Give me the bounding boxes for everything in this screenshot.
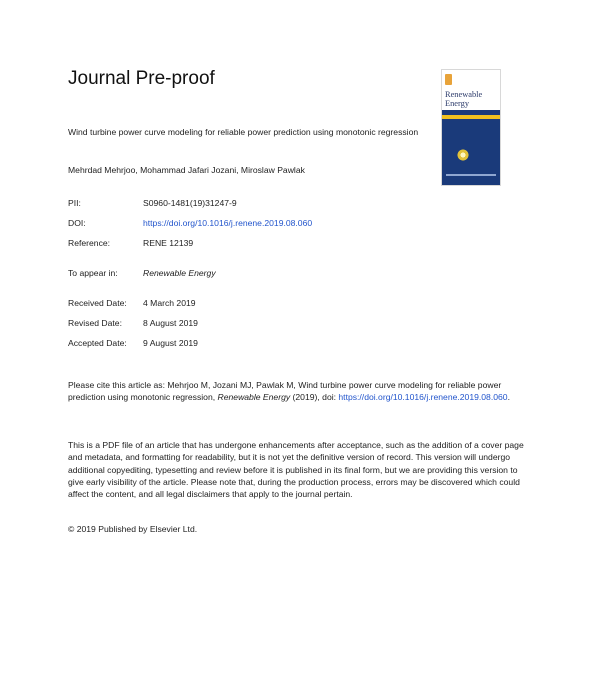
cover-emblem-icon (456, 148, 470, 162)
copyright-line: © 2019 Published by Elsevier Ltd. (68, 524, 198, 534)
citation-suffix: . (507, 392, 510, 403)
notice-paragraph: This is a PDF file of an article that has undergone enhancements after acceptance, such as the addition of a cover page and metadata, and formatting for readability, but it is not yet the definitive version of record. This version will undergo additional copyediting, typesetting and review before it is published in its final form, but we are providing this version to give early visibility of the article. Please note that, during the production process, errors may be discovered which could affect the content, and all legal disclaimers that apply to the journal pertain. (68, 440, 524, 500)
article-title: Wind turbine power curve modeling for reliable power prediction using monotonic regression (68, 127, 419, 137)
citation-prefix: Please cite this article as: Mehrjoo M, Jozani MJ, Pawlak M, Wind turbine power curve modeling for reliable power prediction using monotonic regression, (68, 380, 502, 403)
accepted-date-value: 9 August 2019 (143, 338, 198, 348)
cover-stripe (442, 115, 500, 119)
cover-footer-line (446, 174, 496, 176)
doi-link[interactable]: https://doi.org/10.1016/j.renene.2019.08.060 (143, 218, 313, 228)
citation-doi-link[interactable]: https://doi.org/10.1016/j.renene.2019.08.060 (338, 392, 508, 403)
appear-in-label: To appear in: (68, 268, 118, 278)
reference-label: Reference: (68, 238, 111, 248)
pii-label: PII: (68, 198, 81, 208)
page-heading: Journal Pre-proof (68, 68, 215, 89)
citation-middle: (2019), doi: (290, 392, 339, 403)
appear-in-value: Renewable Energy (143, 268, 216, 278)
citation-journal: Renewable Energy (217, 392, 291, 403)
received-date-value: 4 March 2019 (143, 298, 196, 308)
reference-value: RENE 12139 (143, 238, 194, 248)
doi-label: DOI: (68, 218, 86, 228)
revised-date-label: Revised Date: (68, 318, 122, 328)
elsevier-logo-icon (445, 74, 452, 85)
revised-date-value: 8 August 2019 (143, 318, 198, 328)
citation-paragraph (68, 379, 530, 404)
received-date-label: Received Date: (68, 298, 127, 308)
article-authors: Mehrdad Mehrjoo, Mohammad Jafari Jozani, Miroslaw Pawlak (68, 165, 305, 175)
journal-cover-thumbnail (441, 69, 501, 186)
cover-journal-name: Renewable Energy (445, 90, 483, 108)
accepted-date-label: Accepted Date: (68, 338, 127, 348)
pii-value: S0960-1481(19)31247-9 (143, 198, 237, 208)
